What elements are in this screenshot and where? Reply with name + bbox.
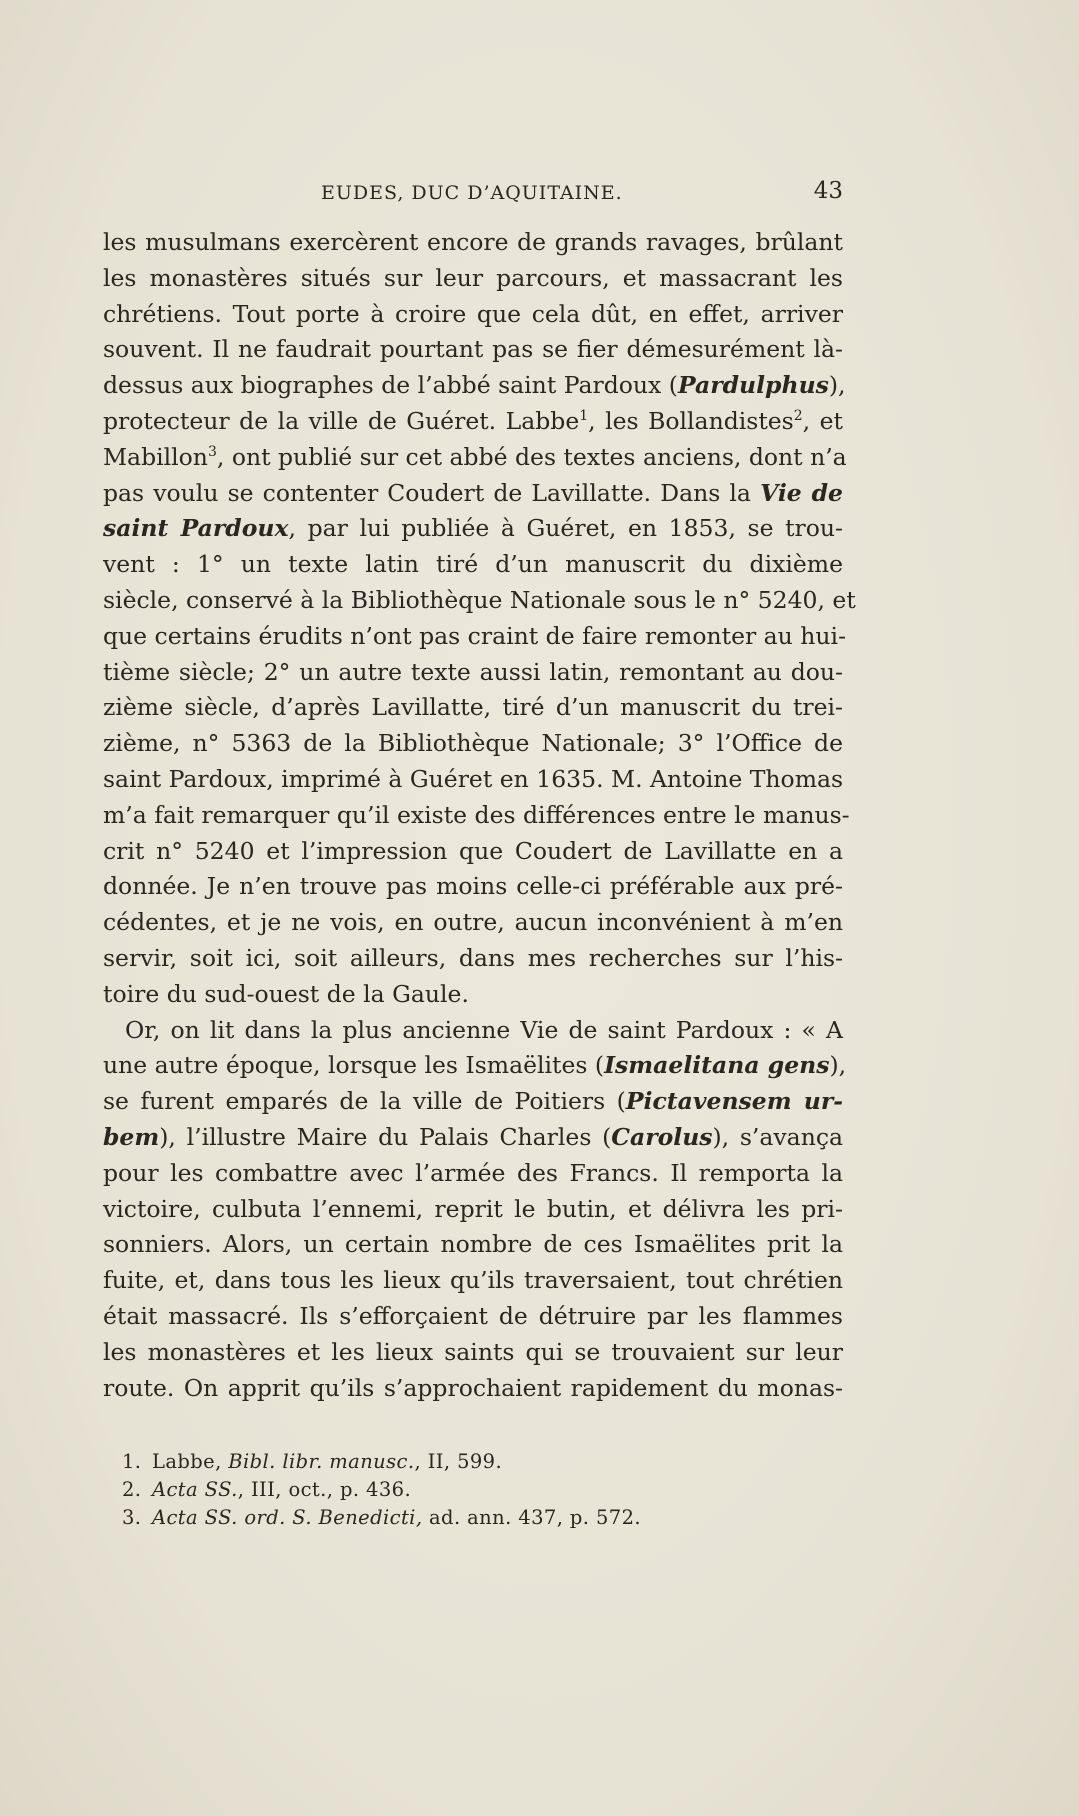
text-line: vent : 1° un texte latin tiré d’un manuscrit du dixième <box>103 550 843 579</box>
footnote-ref: 1 <box>579 407 589 424</box>
text-line: souvent. Il ne faudrait pourtant pas se fier démesurément là- <box>103 335 843 364</box>
text-line: Mabillon$^3$, ont publié sur cet abbé des textes anciens, dont n’a <box>103 442 847 471</box>
text-line: siècle, conservé à la Bibliothèque Nationale sous le n° 5240, et <box>103 585 856 614</box>
text-line: cédentes, et je ne vois, en outre, aucun inconvénient à m’en <box>103 908 843 937</box>
footnote: 2. Acta SS., III, oct., p. 436. <box>122 1478 412 1501</box>
footnote-ref: 3 <box>207 443 217 460</box>
italic-term: bem <box>103 1122 160 1151</box>
text-line: les musulmans exercèrent encore de grands ravages, brûlant <box>103 228 843 256</box>
text-line: dessus aux biographes de l’abbé saint Pardoux (Pardulphus), <box>103 371 846 400</box>
page-number: 43 <box>813 178 843 204</box>
text-line: chrétiens. Tout porte à croire que cela dût, en effet, arriver <box>103 299 843 328</box>
text-line: toire du sud-ouest de la Gaule. <box>103 979 469 1008</box>
text-line: fuite, et, dans tous les lieux qu’ils traversaient, tout chrétien <box>103 1266 843 1295</box>
footnote: 1. Labbe, Bibl. libr. manusc., II, 599. <box>122 1450 503 1473</box>
text-line: protecteur de la ville de Guéret. Labbe$^1$, les Bollandistes$^2$, et <box>103 406 843 435</box>
page-header <box>103 178 843 214</box>
text-line: tième siècle; 2° un autre texte aussi latin, remontant au dou- <box>103 657 843 686</box>
text-line: pour les combattre avec l’armée des Francs. Il remporta la <box>103 1158 843 1187</box>
footnote-ref: 2 <box>793 407 803 424</box>
text-line: donnée. Je n’en trouve pas moins celle-ci préférable aux pré- <box>103 872 843 901</box>
text-line: saint Pardoux, imprimé à Guéret en 1635. M. Antoine Thomas <box>103 764 844 793</box>
text-line: sonniers. Alors, un certain nombre de ces Ismaëlites prit la <box>103 1230 843 1259</box>
text-line: m’a fait remarquer qu’il existe des différences entre le manus- <box>103 800 850 829</box>
italic-term: saint Pardoux <box>103 514 289 543</box>
text-line: que certains érudits n’ont pas craint de faire remonter au hui- <box>103 621 847 650</box>
italic-term: Ismaelitana gens <box>604 1051 830 1080</box>
italic-term: Pictavensem ur- <box>625 1087 843 1116</box>
running-title: EUDES, DUC D’AQUITAINE. <box>321 182 623 204</box>
text-line: se furent emparés de la ville de Poitiers (Pictavensem ur- <box>103 1087 843 1116</box>
text-line: était massacré. Ils s’efforçaient de détruire par les flammes <box>103 1301 843 1330</box>
text-line: bem), l’illustre Maire du Palais Charles (Carolus), s’avança <box>103 1122 844 1151</box>
text-line: victoire, culbuta l’ennemi, reprit le butin, et délivra les pri- <box>103 1194 843 1223</box>
text-line: zième, n° 5363 de la Bibliothèque Nationale; 3° l’Office de <box>103 729 843 758</box>
italic-term: Pardulphus <box>677 371 829 400</box>
footnotes <box>122 1448 742 1532</box>
body-text <box>103 225 856 1406</box>
footnote: 3. Acta SS. ord. S. Benedicti, ad. ann. 437, p. 572. <box>122 1506 641 1529</box>
text-line: saint Pardoux, par lui publiée à Guéret, en 1853, se trou- <box>103 514 843 543</box>
text-line: les monastères situés sur leur parcours, et massacrant les <box>103 263 843 292</box>
text-line: crit n° 5240 et l’impression que Coudert de Lavillatte en a <box>103 836 843 865</box>
text-line: une autre époque, lorsque les Ismaëlites (Ismaelitana gens), <box>103 1051 847 1080</box>
italic-term: Vie de <box>760 478 843 507</box>
text-line: route. On apprit qu’ils s’approchaient rapidement du monas- <box>103 1373 843 1402</box>
text-line: pas voulu se contenter Coudert de Lavillatte. Dans la Vie de <box>103 478 843 507</box>
text-line: zième siècle, d’après Lavillatte, tiré d’un manuscrit du trei- <box>103 693 843 722</box>
text-line: les monastères et les lieux saints qui se trouvaient sur leur <box>103 1337 843 1366</box>
italic-term: Carolus <box>611 1122 713 1151</box>
text-line: Or, on lit dans la plus ancienne Vie de saint Pardoux : « A <box>125 1015 843 1044</box>
text-line: servir, soit ici, soit ailleurs, dans mes recherches sur l’his- <box>103 943 843 972</box>
